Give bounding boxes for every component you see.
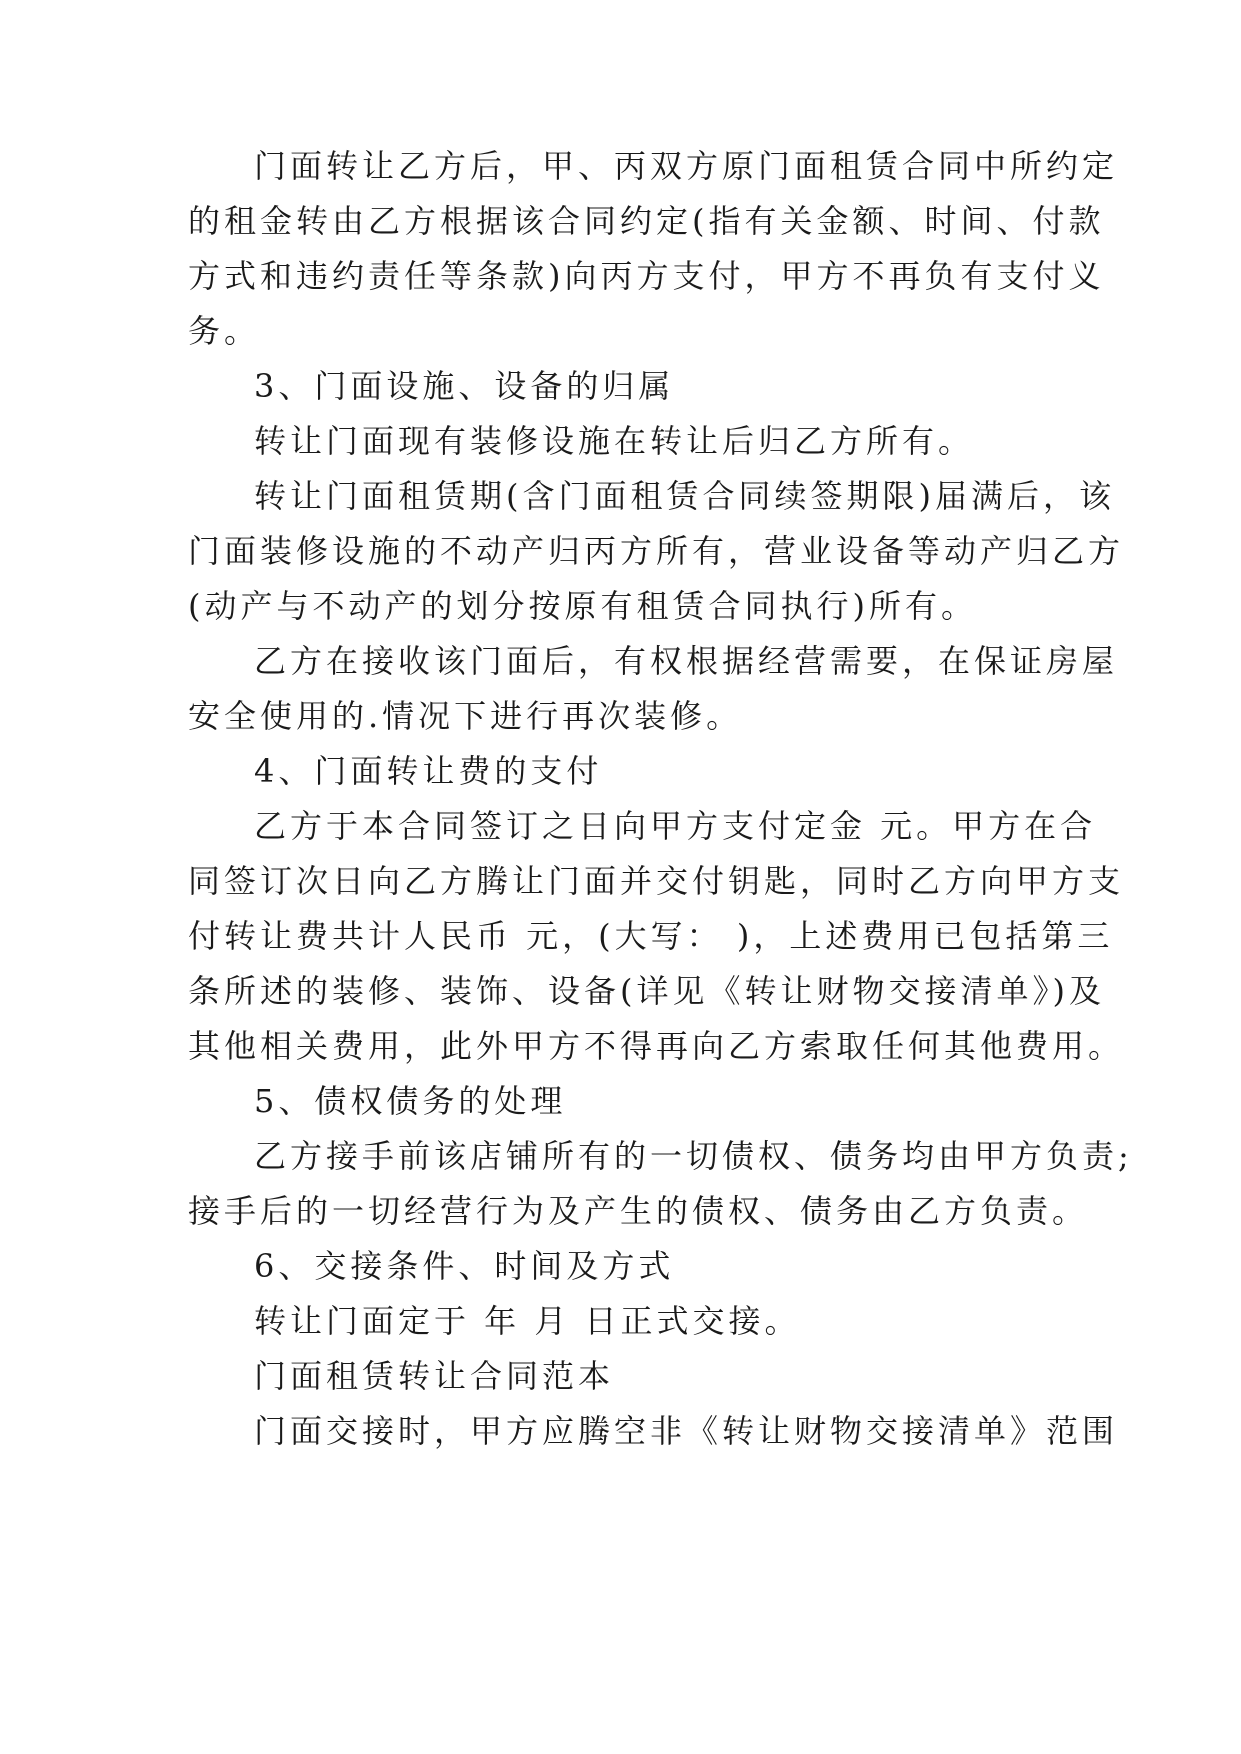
section-heading: 5、债权债务的处理 bbox=[254, 1082, 567, 1120]
paragraph-line: 其他相关费用，此外甲方不得再向乙方索取任何其他费用。 bbox=[188, 1027, 1125, 1065]
paragraph-line: 门面租赁转让合同范本 bbox=[254, 1357, 615, 1395]
paragraph-line: 门面转让乙方后，甲、丙双方原门面租赁合同中所约定 bbox=[254, 147, 1119, 185]
paragraph-line: 门面交接时，甲方应腾空非《转让财物交接清单》范围 bbox=[254, 1412, 1119, 1450]
paragraph-line: 门面装修设施的不动产归丙方所有，营业设备等动产归乙方 bbox=[188, 532, 1125, 570]
paragraph-line: 乙方在接收该门面后，有权根据经营需要，在保证房屋 bbox=[254, 642, 1119, 680]
paragraph-line: 安全使用的.情况下进行再次装修。 bbox=[188, 697, 743, 735]
paragraph-line: (动产与不动产的划分按原有租赁合同执行)所有。 bbox=[188, 587, 977, 625]
section-heading: 3、门面设施、设备的归属 bbox=[254, 367, 675, 405]
paragraph-line: 转让门面租赁期(含门面租赁合同续签期限)届满后，该 bbox=[254, 477, 1115, 515]
paragraph-line: 同签订次日向乙方腾让门面并交付钥匙，同时乙方向甲方支 bbox=[188, 862, 1125, 900]
paragraph-line: 转让门面现有装修设施在转让后归乙方所有。 bbox=[254, 422, 975, 460]
paragraph-line: 方式和违约责任等条款)向丙方支付，甲方不再负有支付义 bbox=[188, 257, 1105, 295]
section-heading: 4、门面转让费的支付 bbox=[254, 752, 603, 790]
paragraph-line: 乙方接手前该店铺所有的一切债权、债务均由甲方负责; bbox=[254, 1137, 1133, 1175]
paragraph-line: 条所述的装修、装饰、设备(详见《转让财物交接清单》)及 bbox=[188, 972, 1105, 1010]
section-heading: 6、交接条件、时间及方式 bbox=[254, 1247, 675, 1285]
paragraph-line: 付转让费共计人民币 元，(大写： )，上述费用已包括第三 bbox=[188, 917, 1114, 955]
paragraph-line: 务。 bbox=[188, 312, 261, 350]
paragraph-line: 转让门面定于 年 月 日正式交接。 bbox=[254, 1302, 801, 1340]
paragraph-line: 接手后的一切经营行为及产生的债权、债务由乙方负责。 bbox=[188, 1192, 1089, 1230]
paragraph-line: 的租金转由乙方根据该合同约定(指有关金额、时间、付款 bbox=[188, 202, 1105, 240]
paragraph-line: 乙方于本合同签订之日向甲方支付定金 元。甲方在合 bbox=[254, 807, 1097, 845]
